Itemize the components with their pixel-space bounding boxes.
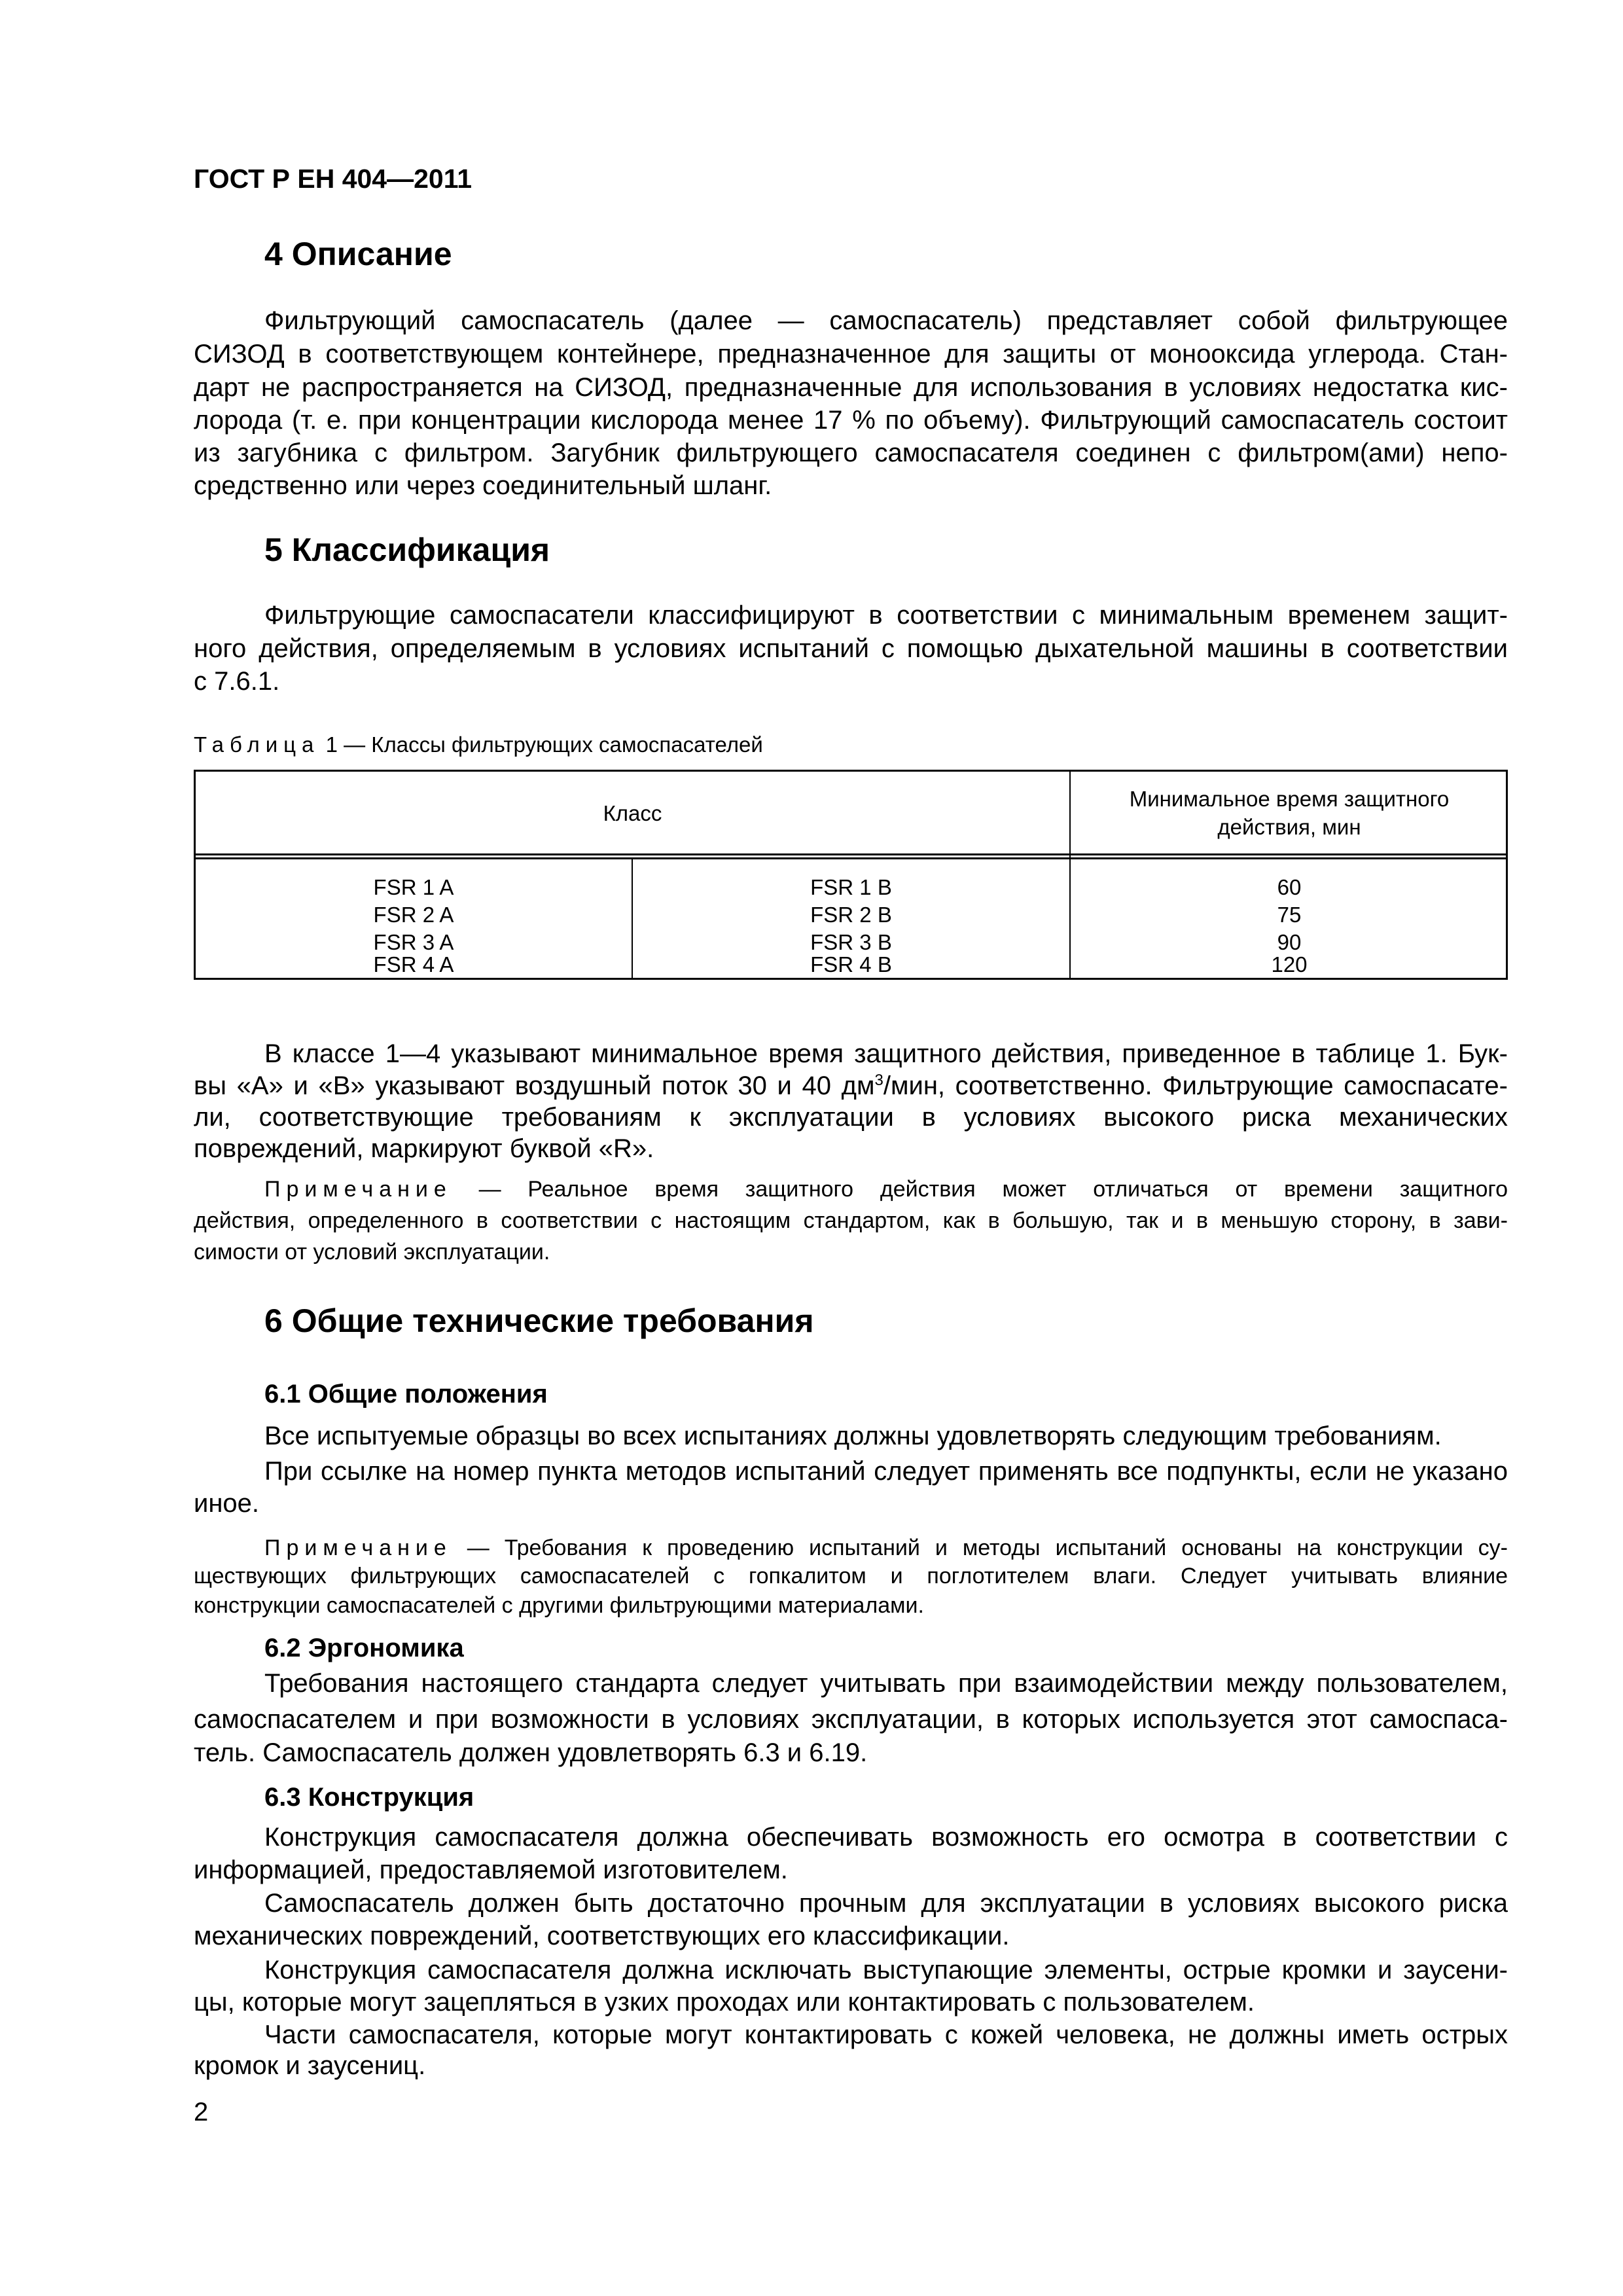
note-line: действия, определенного в соответствии с настоящим стандартом, как в большую, так и в меньшую сторону, в зави- <box>194 1208 1508 1233</box>
table-cell-time: 60 <box>1277 875 1302 899</box>
table-header-time-line2: действия, мин <box>1217 815 1361 839</box>
note-line <box>264 1534 1508 1562</box>
table-cell-class-a: FSR 1 A <box>373 875 454 899</box>
section-4-line: из загубника с фильтром. Загубник фильтрующего самоспасателя соединен с фильтром(ами) непо- <box>194 439 1508 467</box>
subsection-6-3-line: Части самоспасателя, которые могут контактировать с кожей человека, не должны иметь острых <box>264 2020 1508 2049</box>
subsection-6-3-line: Самоспасатель должен быть достаточно прочным для эксплуатации в условиях высокого риска <box>264 1889 1508 1918</box>
section-4-line: СИЗОД в соответствующем контейнере, предназначенное для защиты от монооксида углерода. Стан- <box>194 340 1508 368</box>
subsection-6-2-line: Требования настоящего стандарта следует учитывать при взаимодействии между пользователем, <box>264 1669 1508 1698</box>
table-cell-class-b: FSR 3 B <box>810 930 892 954</box>
section-4-line: лорода (т. е. при концентрации кислорода менее 17 % по объему). Фильтрующий самоспасатель состоит <box>194 406 1508 435</box>
table-cell-class-a: FSR 4 A <box>373 952 454 977</box>
table-cell-time: 120 <box>1271 952 1308 977</box>
subsection-6-1-line: При ссылке на номер пункта методов испытаний следует применять все подпункты, если не указано <box>264 1457 1508 1486</box>
note-label: Примечание <box>264 1535 452 1560</box>
table-cell-time: 75 <box>1277 903 1302 927</box>
subsection-6-3-line: механических повреждений, соответствующих его классификации. <box>194 1922 1010 1950</box>
note-line: конструкции самоспасателей с другими фильтрующими материалами. <box>194 1593 924 1618</box>
table-header-rule <box>196 857 1506 859</box>
table-cell-class-a: FSR 2 A <box>373 903 454 927</box>
text-run: /мин, соответственно. Фильтрующие самоспасате- <box>883 1071 1508 1100</box>
section-5-line: ного действия, определяемым в условиях испытаний с помощью дыхательной машины в соответствии <box>194 634 1508 663</box>
section-5-line: с 7.6.1. <box>194 667 280 696</box>
subsection-6-2-line: самоспасателем и при возможности в условиях эксплуатации, в которых используется этот самоспаса- <box>194 1705 1508 1734</box>
note-line <box>264 1175 1508 1204</box>
note-label: Примечание <box>264 1177 452 1202</box>
table-header-time-line1: Минимальное время защитного <box>1129 787 1450 811</box>
section-6-heading: 6 Общие технические требования <box>264 1302 814 1339</box>
subsection-6-2-line: тель. Самоспасатель должен удовлетворять 6.3 и 6.19. <box>194 1738 868 1767</box>
table-cell-class-a: FSR 3 A <box>373 930 454 954</box>
section-4-heading: 4 Описание <box>264 236 452 272</box>
subsection-6-1-line: Все испытуемые образцы во всех испытаниях должны удовлетворять следующим требованиям. <box>264 1422 1442 1450</box>
superscript: 3 <box>874 1071 883 1089</box>
subsection-6-3-heading: 6.3 Конструкция <box>264 1783 474 1812</box>
section-5-line: Фильтрующие самоспасатели классифицируют в соответствии с минимальным временем защит- <box>264 601 1508 630</box>
table-header-class: Класс <box>603 801 662 825</box>
table-header-rule <box>196 853 1506 855</box>
subsection-6-1-heading: 6.1 Общие положения <box>264 1380 548 1408</box>
table-caption <box>194 730 763 759</box>
paragraph-line: В классе 1—4 указывают минимальное время защитного действия, приведенное в таблице 1. Бук- <box>264 1039 1508 1068</box>
note-text: — Требования к проведению испытаний и методы испытаний основаны на конструкции су- <box>467 1535 1508 1560</box>
table-cell-class-b: FSR 2 B <box>810 903 892 927</box>
paragraph-line <box>194 1070 1508 1102</box>
table-cell-class-b: FSR 1 B <box>810 875 892 899</box>
subsection-6-3-line: цы, которые могут зацепляться в узких проходах или контактировать с пользователем. <box>194 1988 1255 2017</box>
subsection-6-3-line: Конструкция самоспасателя должна исключать выступающие элементы, острые кромки и заусени- <box>264 1956 1508 1984</box>
subsection-6-3-line: кромок и заусениц. <box>194 2051 426 2080</box>
section-4-line: средственно или через соединительный шланг. <box>194 471 772 500</box>
paragraph-line: повреждений, маркируют буквой «R». <box>194 1134 654 1163</box>
page-number: 2 <box>194 2098 209 2126</box>
subsection-6-3-line: информацией, предоставляемой изготовителем. <box>194 1856 788 1884</box>
note-line: ществующих фильтрующих самоспасателей с гопкалитом и поглотителем влаги. Следует учитывать влияние <box>194 1564 1508 1588</box>
section-5-heading: 5 Классификация <box>264 531 550 568</box>
note-line: симости от условий эксплуатации. <box>194 1240 550 1265</box>
table-caption-label: Таблица <box>194 732 320 757</box>
note-text: — Реальное время защитного действия может отличаться от времени защитного <box>478 1177 1508 1202</box>
classes-table <box>194 770 1508 980</box>
table-cell-time: 90 <box>1277 930 1302 954</box>
subsection-6-2-heading: 6.2 Эргономика <box>264 1634 464 1662</box>
paragraph-line: ли, соответствующие требованиям к эксплуатации в условиях высокого риска механических <box>194 1103 1508 1132</box>
subsection-6-3-line: Конструкция самоспасателя должна обеспечивать возможность его осмотра в соответствии с <box>264 1823 1508 1852</box>
table-caption-text: 1 — Классы фильтрующих самоспасателей <box>325 732 763 757</box>
document-id: ГОСТ Р ЕН 404—2011 <box>194 164 473 194</box>
table-cell-class-b: FSR 4 B <box>810 952 892 977</box>
section-4-line: Фильтрующий самоспасатель (далее — самоспасатель) представляет собой фильтрующее <box>264 306 1508 335</box>
section-4-line: дарт не распространяется на СИЗОД, предназначенные для использования в условиях недостатка кис- <box>194 373 1508 402</box>
text-run: вы «А» и «В» указывают воздушный поток 30 и 40 дм <box>194 1071 875 1100</box>
subsection-6-1-line: иное. <box>194 1489 260 1518</box>
